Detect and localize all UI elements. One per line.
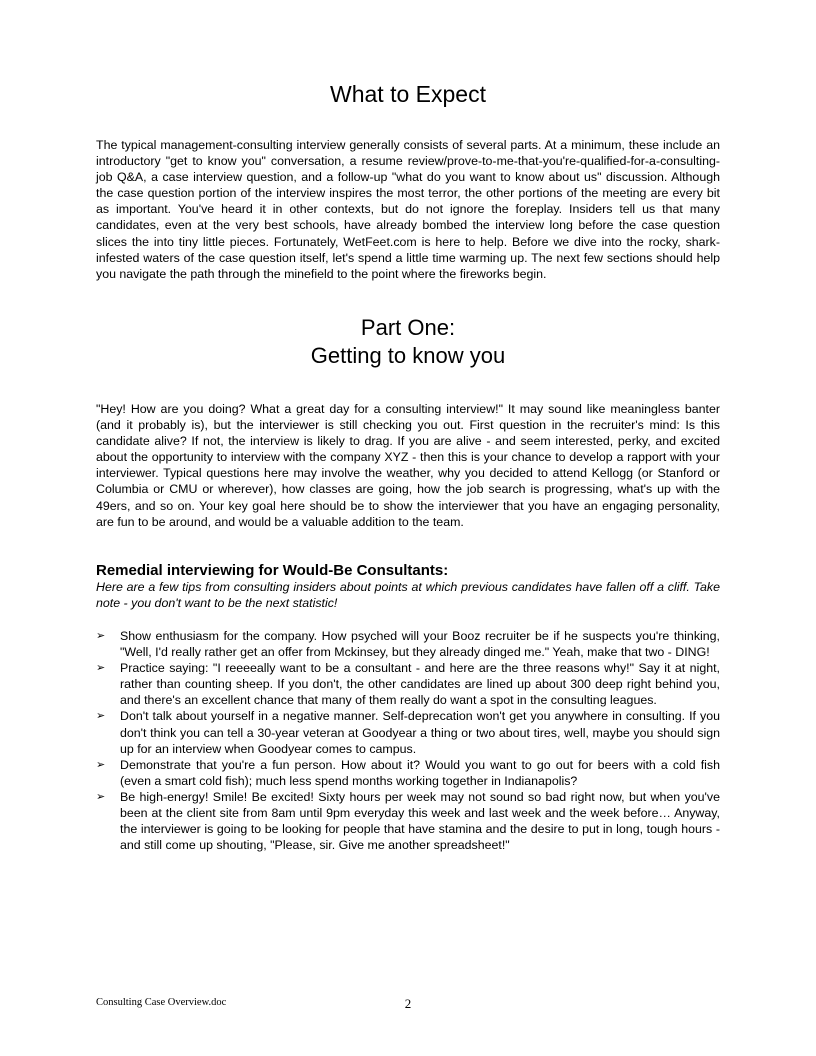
arrow-bullet-icon: ➢ [96,630,106,642]
tip-text: Demonstrate that you're a fun person. How about it? Would you want to go out for beers with a cold fish (even a smart cold fish); much less spend months working together in Indianapolis? [120,757,720,788]
tip-item [96,789,720,853]
arrow-bullet-icon: ➢ [96,662,106,675]
tip-text: Don't talk about yourself in a negative manner. Self-deprecation won't get you anywhere in consulting. If you don't think you can tell a 30-year veteran at Goodyear a thing or two about tires, well, maybe you should sign up for an interview when Goodyear comes to campus. [120,709,720,756]
footer-filename: Consulting Case Overview.doc [96,997,227,1008]
tip-text: Be high-energy! Smile! Be excited! Sixty hours per week may not sound so bad right now, but when you've been at the client site from 8am until 9pm everyday this week and last week and the week before… Anyway, the interviewer is going to be looking for people that have stamina and the desire to put in long, tough hours - and still come up shouting, "Please, sir. Give me another spreadsheet!" [120,789,720,853]
arrow-bullet-icon: ➢ [96,758,106,771]
tips-list [96,628,720,853]
remedial-heading: Remedial interviewing for Would-Be Consultants: [96,562,449,579]
arrow-bullet-icon: ➢ [96,790,106,803]
arrow-bullet-icon: ➢ [96,710,106,723]
part-one-paragraph: "Hey! How are you doing? What a great day for a consulting interview!" It may sound like meaningless banter (and it probably is), but the interviewer is still checking you out. First question in the recruiter's mind: Is this candidate alive? If not, the interview is likely to drag. If you are alive - and seem interested, perky, and excited about the opportunity to interview with the company XYZ - then this is your chance to develop a rapport with your interviewer. Typical questions here may involve the weather, why you decided to attend Kellogg (or Stanford or Columbia or CMU or wherever), how classes are going, how the job search is progressing, what's up with the 49ers, and so on. Your key goal here should be to show the interviewer that you have an engaging personality, are fun to be around, and would be a valuable addition to the team. [96,402,720,529]
footer-page-number: 2 [404,996,412,1011]
tip-item [96,628,720,660]
tip-text: Practice saying: "I reeeeally want to be a consultant - and here are the three reasons why!" Say it at night, rather than counting sheep. If you don't, the other candidates are lined up about 300 deep right behind you, and there's an excellent chance that many of them really do want a spot in the consulting leagues. [120,661,720,708]
part-one-heading-line2: Getting to know you [310,343,506,368]
tip-item [96,660,720,708]
part-one-heading-line1: Part One: [360,315,456,340]
intro-paragraph: The typical management-consulting interview generally consists of several parts. At a minimum, these include an introductory "get to know you" conversation, a resume review/prove-to-me-that-you're-qualified-for-a-consulting-job Q&A, a case interview question, and a follow-up "what do you want to know about us" discussion. Although the case question portion of the interview inspires the most terror, the other portions of the meeting are every bit as important. You've heard it in other contexts, but do not ignore the foreplay. Insiders tell us that many candidates, even at the very best schools, have already bombed the interview long before the case question slices the into tiny little pieces. Fortunately, WetFeet.com is here to help. Before we dive into the rocky, shark-infested waters of the case question itself, let's spend a little time warming up. The next few sections should help you navigate the path through the minefield to the point where the fireworks begin. [96,138,720,281]
tip-text: Show enthusiasm for the company. How psyched will your Booz recruiter be if he suspects you're thinking, "Well, I'd really rather get an offer from Mckinsey, but they already dinged me." Yeah, make that two - DING! [120,629,720,660]
remedial-intro: Here are a few tips from consulting insiders about points at which previous candidates have fallen off a cliff. Take note - you don't want to be the next statistic! [96,580,720,611]
tip-item [96,757,720,789]
tip-item [96,708,720,756]
page-title: What to Expect [330,81,486,107]
part-one-heading [0,314,816,370]
